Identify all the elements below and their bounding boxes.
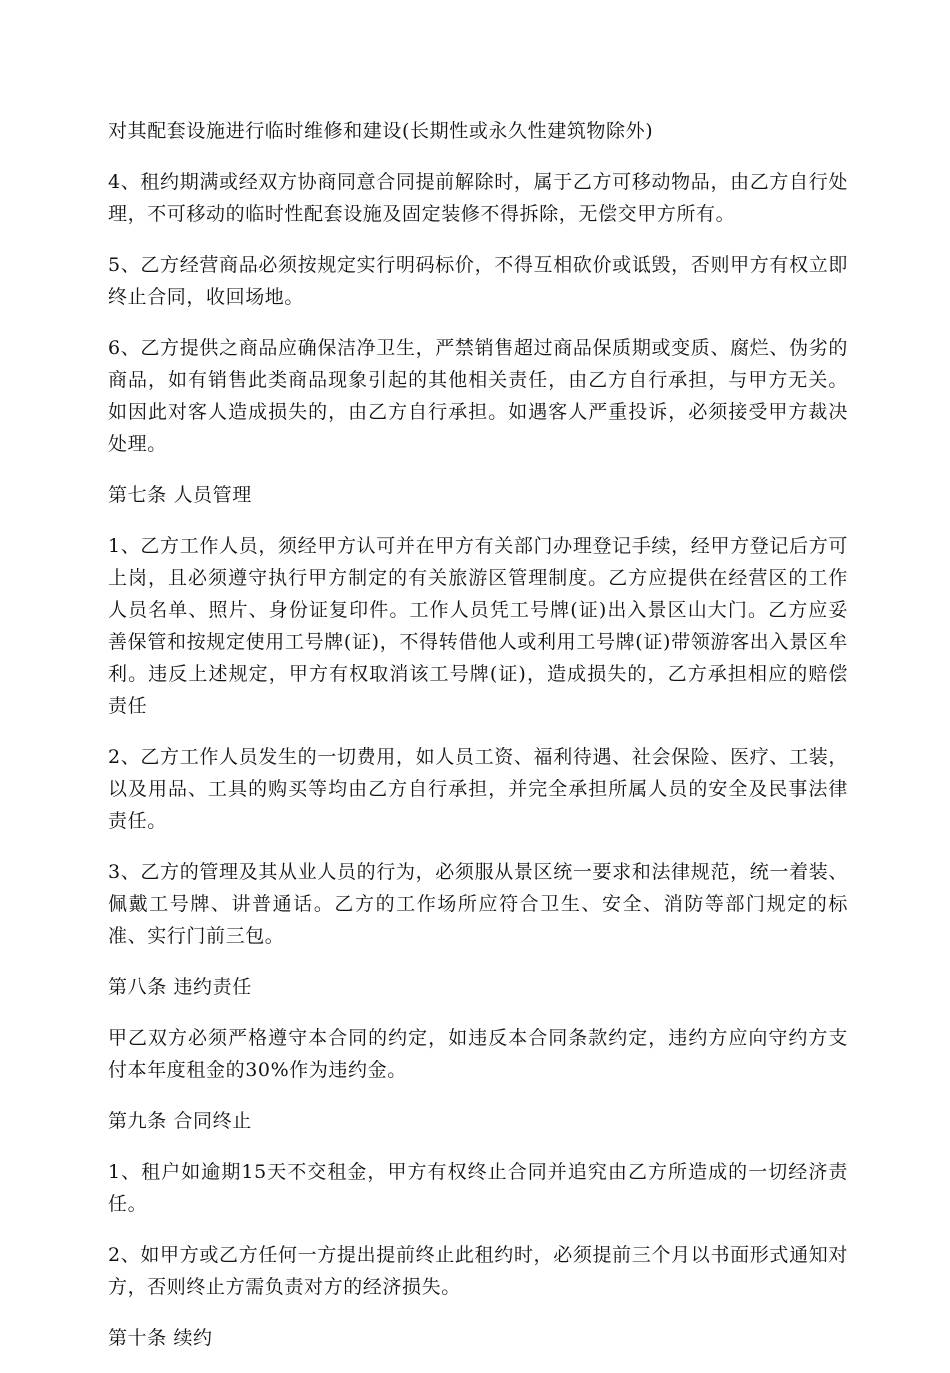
- paragraph-staff-conduct: 3、乙方的管理及其从业人员的行为，必须服从景区统一要求和法律规范，统一着装、佩戴工号牌、讲普通话。乙方的工作场所应符合卫生、安全、消防等部门规定的标准、实行门前三包。: [108, 861, 848, 947]
- paragraph-lease-expiry: 4、租约期满或经双方协商同意合同提前解除时，属于乙方可移动物品，由乙方自行处理，不可移动的临时性配套设施及固定装修不得拆除，无偿交甲方所有。: [108, 171, 848, 225]
- paragraph-staff-registration: 1、乙方工作人员，须经甲方认可并在甲方有关部门办理登记手续，经甲方登记后方可上岗，且必须遵守执行甲方制定的有关旅游区管理制度。乙方应提供在经营区的工作人员名单、照片、身份证复印件。工作人员凭工号牌(证)出入景区山大门。乙方应妥善保管和按规定使用工号牌(证)，不得转借他人或利用工号牌(证)带领游客出入景区牟利。违反上述规定，甲方有权取消该工号牌(证)，造成损失的，乙方承担相应的赔偿责任: [108, 535, 848, 717]
- heading-article-9: 第九条 合同终止: [108, 1110, 252, 1132]
- paragraph-goods-hygiene: 6、乙方提供之商品应确保洁净卫生，严禁销售超过商品保质期或变质、腐烂、伪劣的商品，如有销售此类商品现象引起的其他相关责任，由乙方自行承担，与甲方无关。如因此对客人造成损失的，由乙方自行承担。如遇客人严重投诉，必须接受甲方裁决处理。: [108, 337, 848, 455]
- paragraph-early-termination: 2、如甲方或乙方任何一方提出提前终止此租约时，必须提前三个月以书面形式通知对方，否则终止方需负责对方的经济损失。: [108, 1244, 848, 1298]
- heading-article-10: 第十条 续约: [108, 1327, 213, 1349]
- document-page: [108, 115, 848, 1373]
- paragraph-breach-penalty: 甲乙双方必须严格遵守本合同的约定，如违反本合同条款约定，违约方应向守约方支付本年度租金的30%作为违约金。: [108, 1027, 848, 1081]
- heading-article-8: 第八条 违约责任: [108, 976, 252, 998]
- paragraph-facility-maintenance: 对其配套设施进行临时维修和建设(长期性或永久性建筑物除外): [108, 120, 654, 142]
- paragraph-overdue-rent: 1、租户如逾期15天不交租金，甲方有权终止合同并追究由乙方所造成的一切经济责任。: [108, 1161, 848, 1215]
- paragraph-staff-costs: 2、乙方工作人员发生的一切费用，如人员工资、福利待遇、社会保险、医疗、工装，以及用品、工具的购买等均由乙方自行承担，并完全承担所属人员的安全及民事法律责任。: [108, 746, 848, 832]
- heading-article-7: 第七条 人员管理: [108, 484, 252, 506]
- paragraph-price-marking: 5、乙方经营商品必须按规定实行明码标价，不得互相砍价或诋毁，否则甲方有权立即终止合同，收回场地。: [108, 254, 848, 308]
